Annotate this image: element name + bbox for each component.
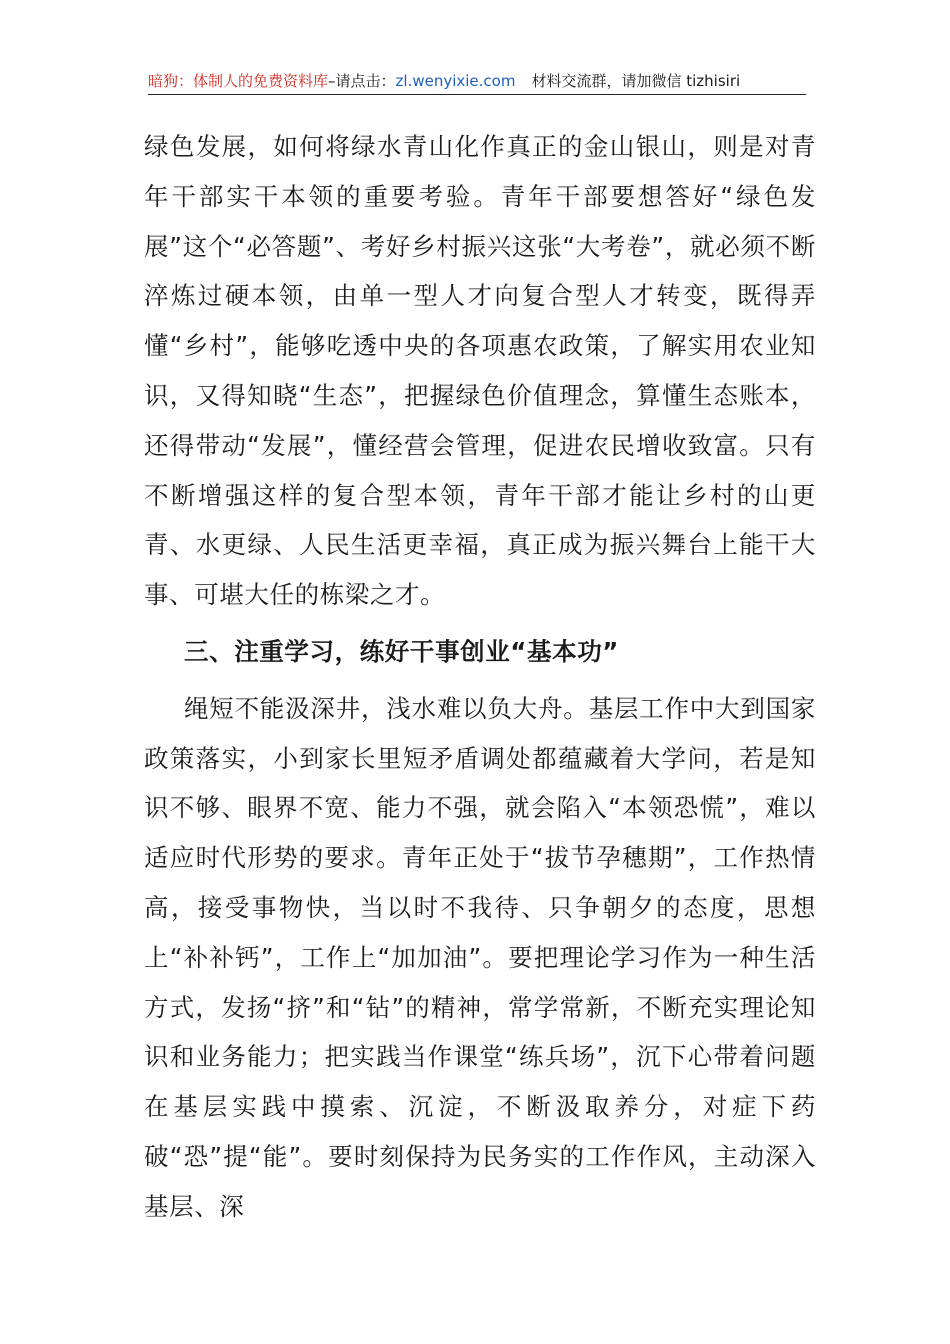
header-brand: 暗狗：体制人的免费资料库 xyxy=(148,72,329,90)
header-contact: 材料交流群，请加微信 tizhisiri xyxy=(531,72,741,90)
paragraph-study: 绳短不能汲深井，浅水难以负大舟。基层工作中大到国家政策落实，小到家长里短矛盾调处都蕴藏着大学问，若是知识不够、眼界不宽、能力不强，就会陷入“本领恐慌”，难以适应时代形势的要求。青年正处于“拔节孕穗期”，工作热情高，接受事物快，当以时不我待、只争朝夕的态度，思想上“补补钙”，工作上“加加油”。要把理论学习作为一种生活方式，发扬“挤”和“钻”的精神，常学常新，不断充实理论知识和业务能力；把实践当作课堂“练兵场”，沉下心带着问题在基层实践中摸索、沉淀，不断汲取养分，对症下药破“恐”提“能”。要时刻保持为民务实的工作作风，主动深入基层、深 xyxy=(144,693,816,1221)
header-prompt: –请点击： xyxy=(328,72,396,90)
document-body xyxy=(144,122,816,1232)
header-link[interactable]: zl.wenyixie.com xyxy=(395,72,516,90)
page-header xyxy=(148,68,806,95)
paragraph-green-development: 绿色发展，如何将绿水青山化作真正的金山银山，则是对青年干部实干本领的重要考验。青年干部要想答好“绿色发展”这个“必答题”、考好乡村振兴这张“大考卷”，就必须不断淬炼过硬本领，由单一型人才向复合型人才转变，既得弄懂“乡村”，能够吃透中央的各项惠农政策，了解实用农业知识，又得知晓“生态”，把握绿色价值理念，算懂生态账本，还得带动“发展”，懂经营会管理，促进农民增收致富。只有不断增强这样的复合型本领，青年干部才能让乡村的山更青、水更绿、人民生活更幸福，真正成为振兴舞台上能干大事、可堪大任的栋梁之才。 xyxy=(144,132,816,610)
section-heading-3: 三、注重学习，练好干事创业“基本功” xyxy=(184,636,620,666)
